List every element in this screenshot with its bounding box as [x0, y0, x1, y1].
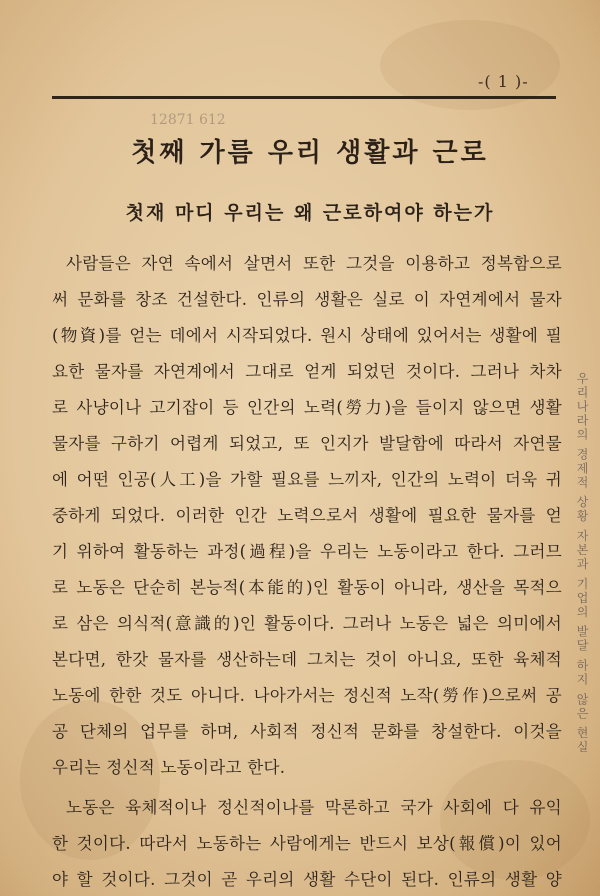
handwritten-margin-note: 우리나라의 경제적 상황 자본과 기업의 발달 하지 않은 현실 — [575, 372, 589, 755]
body-line: 요한 물자를 자연계에서 그대로 얻게 되었던 것이다. 그러나 차차 — [52, 362, 562, 381]
body-line: 사람들은 자연 속에서 살면서 또한 그것을 이용하고 정복함으로 — [66, 254, 562, 273]
body-line: 공 단체의 업무를 하며, 사회적 정신적 문화를 창설한다. 이것을 — [52, 722, 562, 741]
body-line: 로 사냥이나 고기잡이 등 인간의 노력(勞力)을 들이지 않으면 생활 — [52, 398, 562, 417]
header-rule — [52, 96, 556, 99]
page-number: -( 1 )- — [478, 72, 529, 91]
paper-stain — [440, 760, 590, 880]
body-line: 한 것이다. 따라서 노동하는 사람에게는 반드시 보상(報償)이 있어 — [52, 834, 562, 853]
body-line: 에 어떤 인공(人工)을 가할 필요를 느끼자, 인간의 노력이 더욱 귀 — [52, 470, 562, 489]
faint-stamp-number: 12871 612 — [150, 112, 226, 128]
body-line: 중하게 되었다. 이러한 인간 노력으로서 생활에 필요한 물자를 얻 — [52, 506, 562, 525]
body-line: 우리는 정신적 노동이라고 한다. — [52, 758, 286, 777]
body-line: 기 위하여 활동하는 과정(過程)을 우리는 노동이라고 한다. 그러므 — [52, 542, 562, 561]
body-line: 야 할 것이다. 그것이 곧 우리의 생활 수단이 된다. 인류의 생활 양 — [52, 870, 562, 889]
body-line: 물자를 구하기 어렵게 되었고, 또 인지가 발달함에 따라서 자연물 — [52, 434, 562, 453]
body-line: 본다면, 한갓 물자를 생산하는데 그치는 것이 아니요, 또한 육체적 — [52, 650, 562, 669]
body-line: 로 노동은 단순히 본능적(本能的)인 활동이 아니라, 생산을 목적으 — [52, 578, 562, 597]
body-line: 로 삼은 의식적(意識的)인 활동이다. 그러나 노동은 넓은 의미에서 — [52, 614, 562, 633]
body-line: 노동은 육체적이나 정신적이나를 막론하고 국가 사회에 다 유익 — [66, 798, 562, 817]
chapter-title: 첫째 가름 우리 생활과 근로 — [131, 138, 489, 168]
body-line: 써 문화를 창조 건설한다. 인류의 생활은 실로 이 자연계에서 물자 — [52, 290, 562, 309]
section-title: 첫재 마디 우리는 왜 근로하여야 하는가 — [125, 202, 495, 224]
body-line: 노동에 한한 것도 아니다. 나아가서는 정신적 노작(勞作)으로써 공 — [52, 686, 562, 705]
body-line: (物資)를 얻는 데에서 시작되었다. 원시 상태에 있어서는 생활에 필 — [52, 326, 562, 345]
